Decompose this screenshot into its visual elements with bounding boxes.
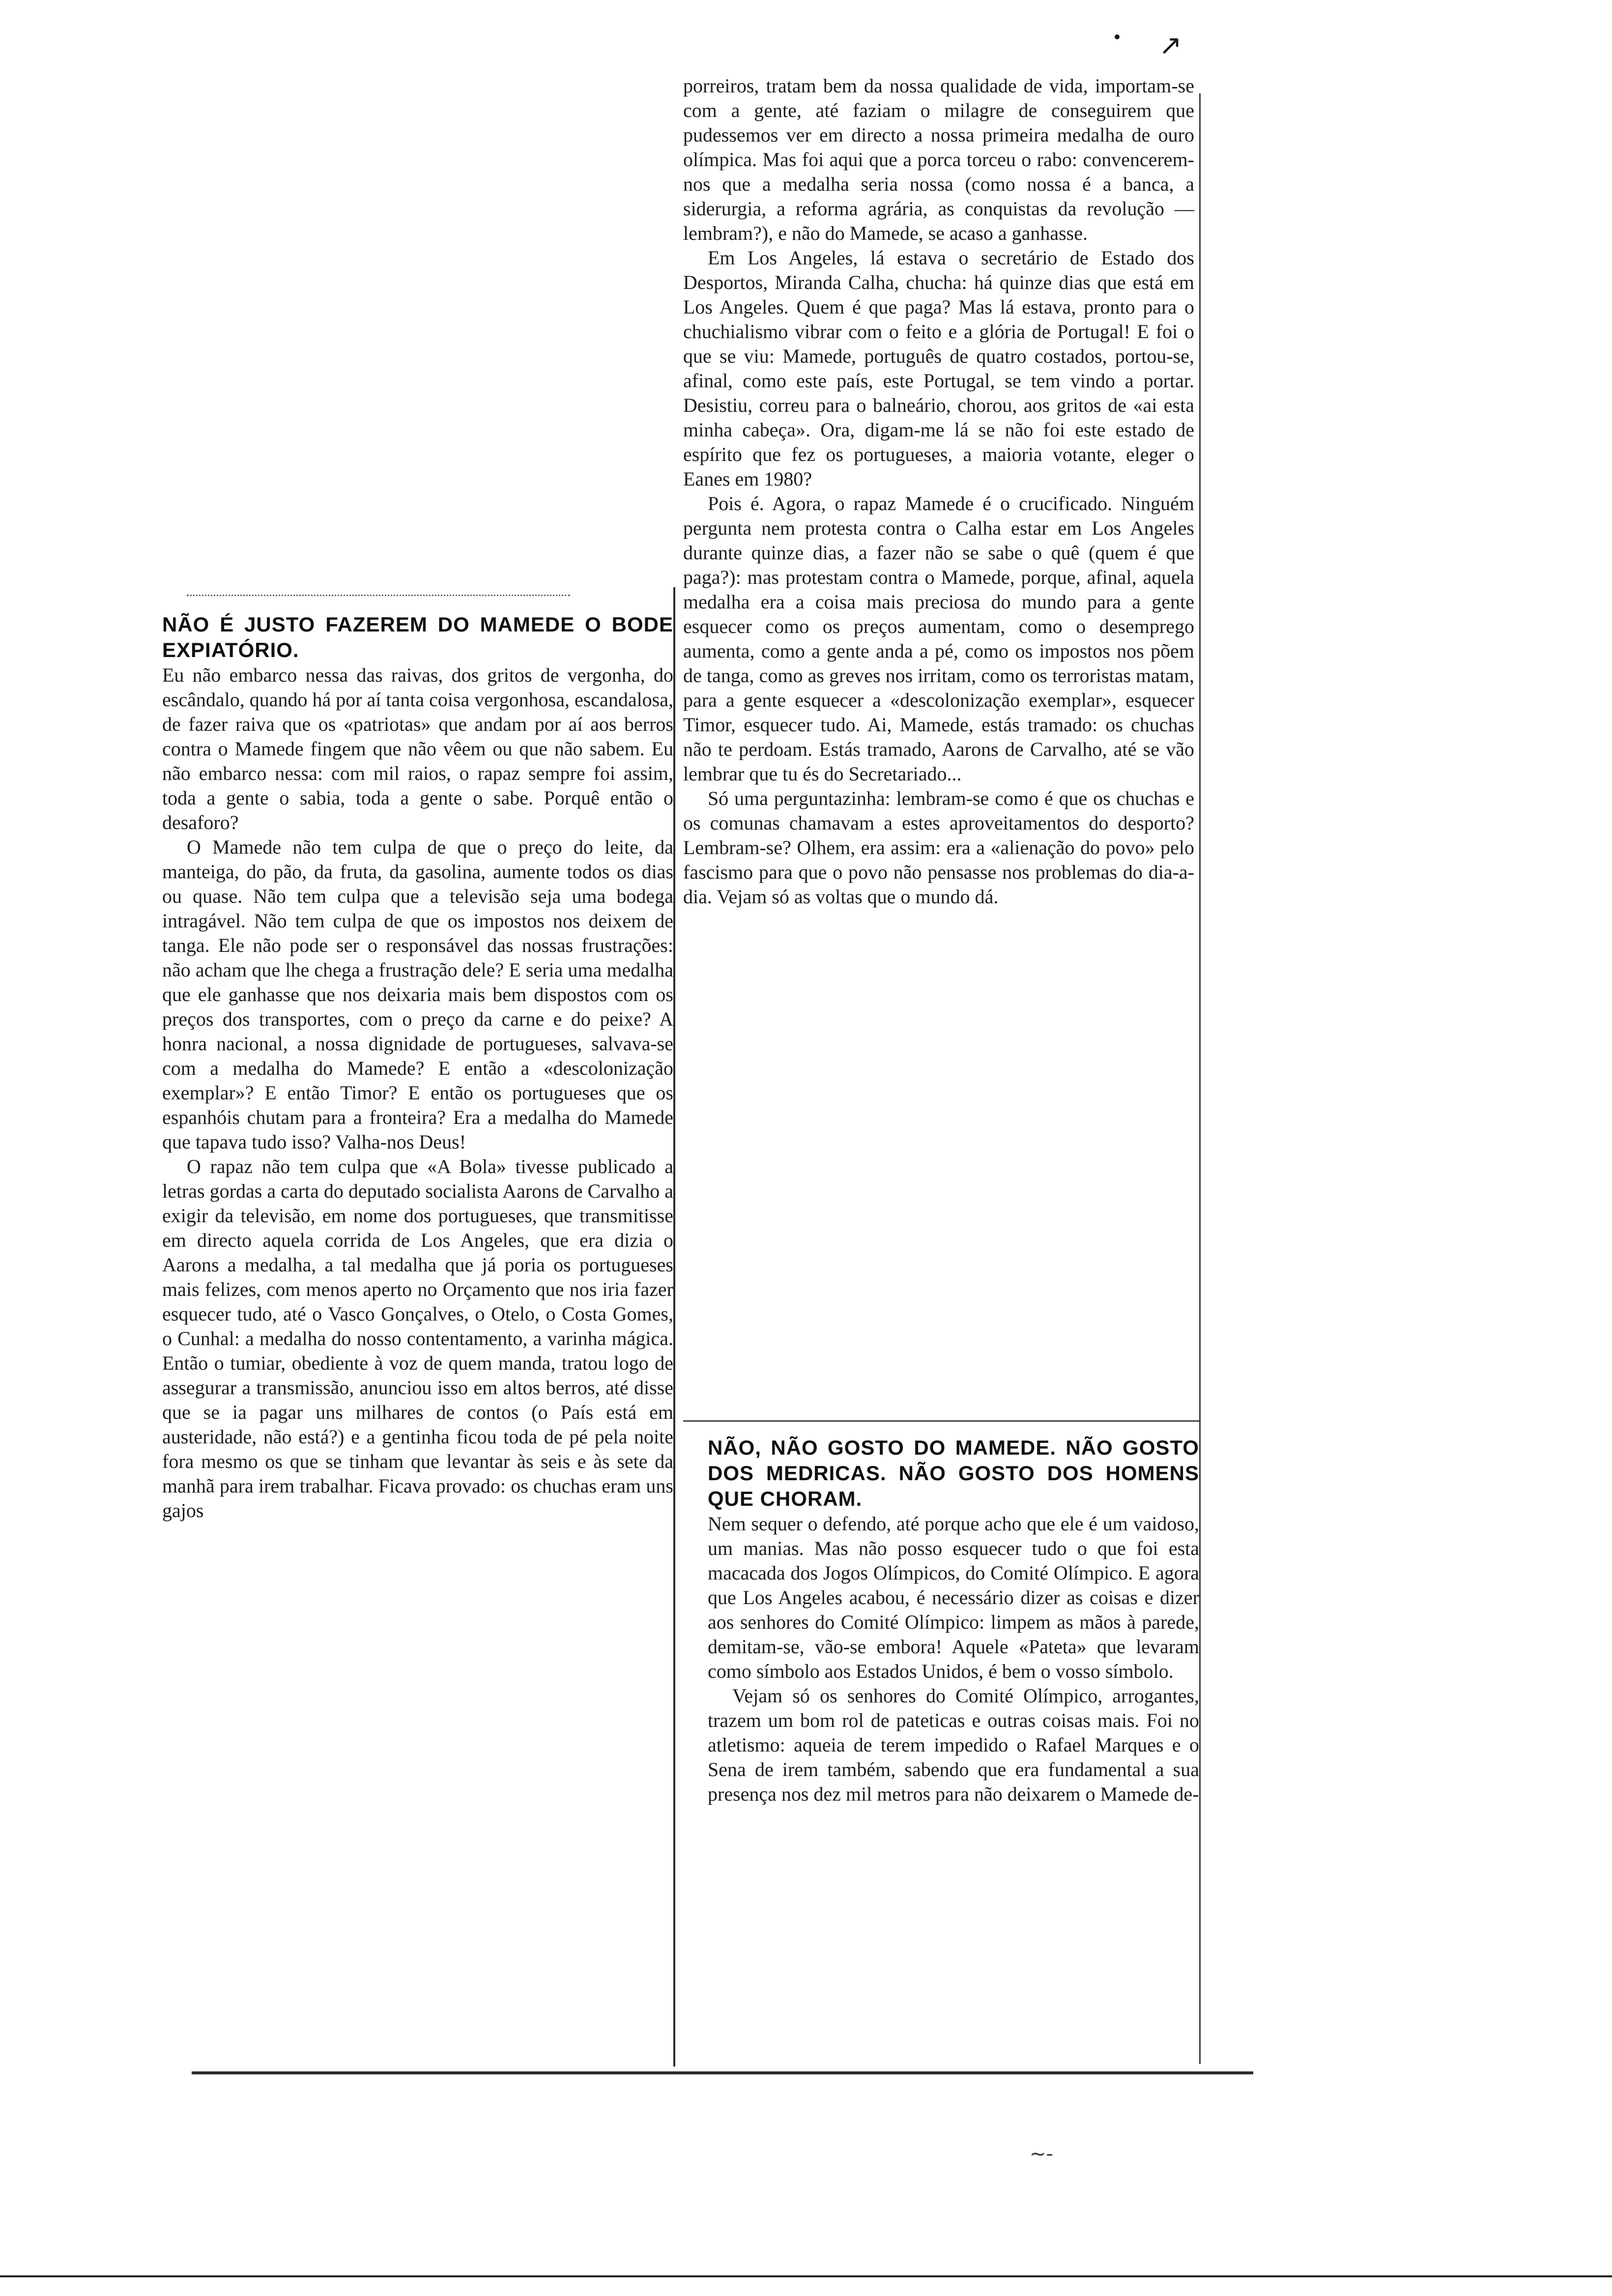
clipping-bottom-rule xyxy=(192,2071,1253,2074)
bottom-scan-mark: ~- xyxy=(1030,2143,1053,2165)
article-heading-nao-gosto: NÃO, NÃO GOSTO DO MAMEDE. NÃO GOSTO DOS MEDRICAS. NÃO GOSTO DOS HOMENS QUE CHORAM. xyxy=(708,1436,1199,1510)
page-bottom-rule xyxy=(0,2275,1612,2277)
scan-speckle-line xyxy=(187,595,570,599)
left-column-paragraph: Eu não embarco nessa das raivas, dos gritos de vergonha, do escândalo, quando há por aí tanta coisa vergonhosa, escandalosa, de fazer raiva que os «patriotas» que andam por aí aos berros contra o Mamede fingem que não vêem ou que não sabem. Eu não embarco nessa: com mil raios, o rapaz sempre foi assim, toda a gente o sabia, toda a gente o sabe. Porquê então o desaforo? xyxy=(162,664,673,833)
corner-tick-mark: ↗ xyxy=(1159,29,1182,61)
article-heading-mamede: NÃO É JUSTO FAZEREM DO MAMEDE O BODE EXPIATÓRIO. xyxy=(162,613,673,661)
left-column-paragraph: O rapaz não tem culpa que «A Bola» tivesse publicado a letras gordas a carta do deputado socialista Aarons de Carvalho a exigir da televisão, em nome dos portugueses, que transmitisse em directo aquela corrida de Los Angeles, que era dizia o Aarons a medalha, a tal medalha que já poria os portugueses mais felizes, com menos aperto no Orçamento que nos iria fazer esquecer tudo, até o Vasco Gonçalves, o Otelo, o Costa Gomes, o Cunhal: a medalha do nosso contentamento, a varinha mágica. Então o tumiar, obediente à voz de quem manda, tratou logo de assegurar a transmissão, anunciou isso em altos berros, até disse que se ia pagar uns milhares de contos (o País está em austeridade, não está?) e a gentinha ficou toda de pé pela noite fora mesmo os que se tinham que levantar às seis e às sete da manhã para irem trabalhar. Ficava provado: os chuchas eram uns gajos xyxy=(162,1155,673,1521)
column-separator-rule xyxy=(673,587,675,2066)
speck-dot xyxy=(1115,34,1120,39)
right-column-paragraph: Pois é. Agora, o rapaz Mamede é o crucificado. Ninguém pergunta nem protesta contra o Calha estar em Los Angeles durante quinze dias, a fazer não se sabe o quê (quem é que paga?): mas protestam contra o Mamede, porque, afinal, aquela medalha era a coisa mais preciosa do mundo para a gente esquecer como os preços aumentam, como o desemprego aumenta, como a gente anda a pé, como os impostos nos põem de tanga, como as greves nos irritam, como os terroristas matam, para a gente esquecer a «descolonização exemplar», esquecer Timor, esquecer tudo. Ai, Mamede, estás tramado: os chuchas não te perdoam. Estás tramado, Aarons de Carvalho, até se vão lembrar que tu és do Secretariado... xyxy=(683,492,1194,785)
right-lower-paragraph: Vejam só os senhores do Comité Olímpico, arrogantes, trazem um bom rol de pateticas e outras coisas mais. Foi no atletismo: aqueia de terem impedido o Rafael Marques e o Sena de irem também, sabendo que era fundamental a sua presença nos dez mil metros para não deixarem o Mamede de- xyxy=(708,1685,1199,1805)
article-right-column xyxy=(683,74,1194,909)
article-left-column xyxy=(162,612,673,1523)
left-column-paragraph: O Mamede não tem culpa de que o preço do leite, da manteiga, do pão, da fruta, da gasolina, aumente todos os dias ou quase. Não tem culpa que a televisão seja uma bodega intragável. Não tem culpa de que os impostos nos deixem de tanga. Ele não pode ser o responsável das nossas frustrações: não acham que lhe chega a frustração dele? E seria uma medalha que ele ganhasse que nos deixaria mais bem dispostos com os preços dos transportes, com o preço da carne e do peixe? A honra nacional, a nossa dignidade de portugueses, salvava-se com a medalha do Mamede? E então a «descolonização exemplar»? E então Timor? E então os portugueses que os espanhóis chutam para a fronteira? Era a medalha do Mamede que tapava tudo isso? Valha-nos Deus! xyxy=(162,836,673,1153)
right-column-paragraph: Só uma perguntazinha: lembram-se como é que os chuchas e os comunas chamavam a estes aproveitamentos do desporto? Lembram-se? Olhem, era assim: era a «alienação do povo» pelo fascismo para que o povo não pensasse nos problemas do dia-a-dia. Vejam só as voltas que o mundo dá. xyxy=(683,787,1194,908)
right-column-paragraph: Em Los Angeles, lá estava o secretário de Estado dos Desportos, Miranda Calha, chucha: há quinze dias que está em Los Angeles. Quem é que paga? Mas lá estava, pronto para o chuchialismo vibrar com o feito e a glória de Portugal! E foi o que se viu: Mamede, português de quatro costados, portou-se, afinal, como este país, este Portugal, se tem vindo a portar. Desistiu, correu para o balneário, chorou, aos gritos de «ai esta minha cabeça». Ora, digam-me lá se não foi este estado de espírito que fez os portugueses, a maioria votante, eleger o Eanes em 1980? xyxy=(683,247,1194,490)
article-right-lower-column xyxy=(708,1435,1199,1807)
right-lower-paragraph: Nem sequer o defendo, até porque acho que ele é um vaidoso, um manias. Mas não posso esquecer tudo o que foi esta macacada dos Jogos Olímpicos, do Comité Olímpico. E agora que Los Angeles acabou, é necessário dizer as coisas e dizer aos senhores do Comité Olímpico: limpem as mãos à parede, demitam-se, vão-se embora! Aquele «Pateta» que levaram como símbolo aos Estados Unidos, é bem o vosso símbolo. xyxy=(708,1513,1199,1682)
clipping-right-edge-rule xyxy=(1199,93,1201,2064)
section-divider-rule xyxy=(683,1420,1199,1422)
right-column-paragraph: porreiros, tratam bem da nossa qualidade de vida, importam-se com a gente, até faziam o milagre de conseguirem que pudessemos ver em directo a nossa primeira medalha de ouro olímpica. Mas foi aqui que a porca torceu o rabo: convencerem-nos que a medalha seria nossa (como nossa é a banca, a siderurgia, a reforma agrária, as conquistas da revolução — lembram?), e não do Mamede, se acaso a ganhasse. xyxy=(683,75,1194,244)
